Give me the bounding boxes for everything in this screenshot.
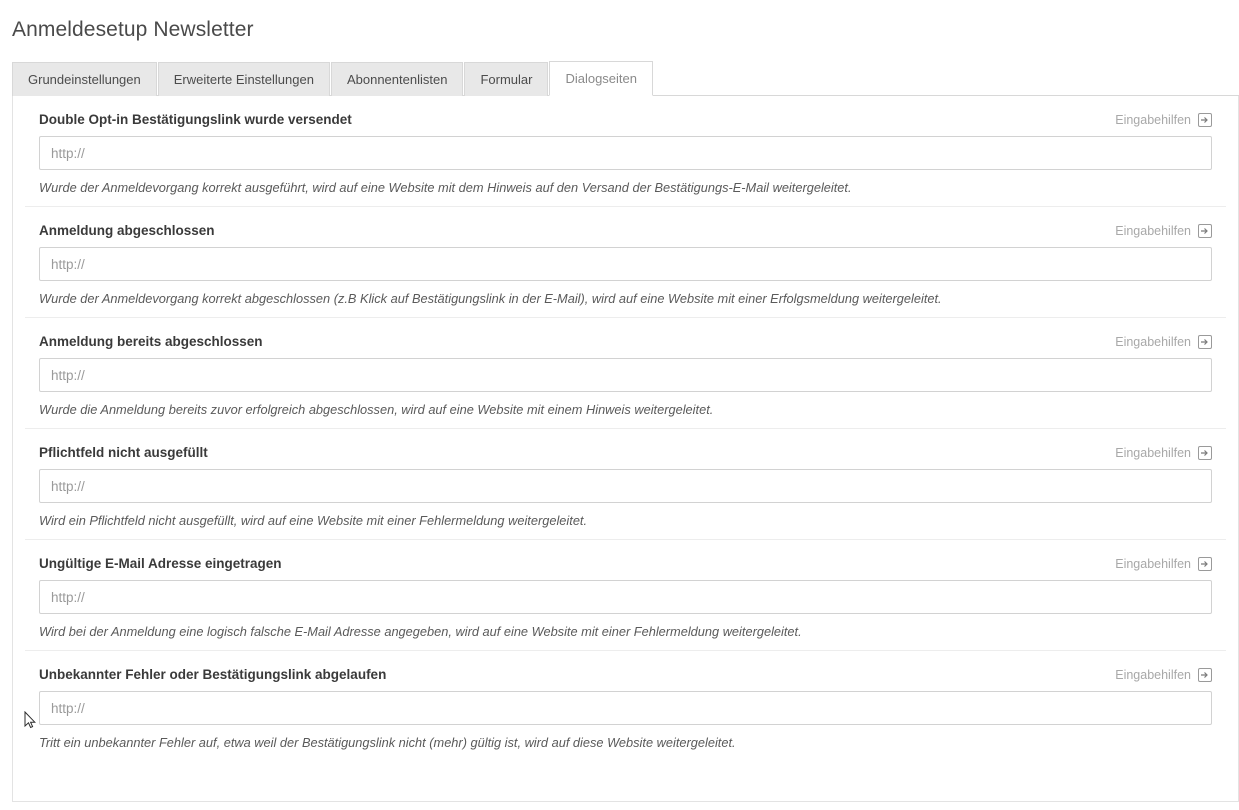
- input-help-toggle[interactable]: [1115, 113, 1212, 127]
- field-description: Wurde der Anmeldevorgang korrekt abgeschlossen (z.B Klick auf Bestätigungslink in der E-Mail), wird auf eine Website mit einer Erfolgsmeldung weitergeleitet.: [39, 291, 942, 306]
- import-icon: [1198, 668, 1212, 682]
- field-block-anmeldung-abgeschlossen: [25, 207, 1226, 318]
- input-help-label: Eingabehilfen: [1115, 334, 1191, 349]
- field-label: Unbekannter Fehler oder Bestätigungslink abgelaufen: [39, 667, 387, 682]
- tab-bar: [12, 60, 1239, 96]
- import-icon: [1198, 446, 1212, 460]
- input-help-label: Eingabehilfen: [1115, 223, 1191, 238]
- field-label: Ungültige E-Mail Adresse eingetragen: [39, 556, 282, 571]
- dialogseiten-panel: [12, 96, 1239, 802]
- import-icon: [1198, 113, 1212, 127]
- field-block-pflichtfeld-nicht-ausgefuellt: [25, 429, 1226, 540]
- field-block-ungueltige-email-adresse: [25, 540, 1226, 651]
- input-help-label: Eingabehilfen: [1115, 667, 1191, 682]
- field-block-double-optin-bestaetigungslink: [25, 96, 1226, 207]
- dialog-url-input[interactable]: [39, 691, 1212, 725]
- tab-dialogseiten[interactable]: Dialogseiten: [549, 61, 653, 96]
- field-header: [39, 223, 1212, 238]
- field-header: [39, 112, 1212, 127]
- field-description: Wird ein Pflichtfeld nicht ausgefüllt, wird auf eine Website mit einer Fehlermeldung weitergeleitet.: [39, 513, 588, 528]
- input-help-toggle[interactable]: [1115, 557, 1212, 571]
- field-label: Anmeldung abgeschlossen: [39, 223, 215, 238]
- tab-erweiterte-einstellungen[interactable]: Erweiterte Einstellungen: [158, 62, 330, 96]
- dialog-url-input[interactable]: [39, 469, 1212, 503]
- tab-abonnentenlisten[interactable]: Abonnentenlisten: [331, 62, 463, 96]
- field-header: [39, 445, 1212, 460]
- input-help-label: Eingabehilfen: [1115, 556, 1191, 571]
- field-header: [39, 556, 1212, 571]
- field-header: [39, 667, 1212, 682]
- input-help-toggle[interactable]: [1115, 446, 1212, 460]
- dialog-url-input[interactable]: [39, 358, 1212, 392]
- field-block-anmeldung-bereits-abgeschlossen: [25, 318, 1226, 429]
- field-label: Anmeldung bereits abgeschlossen: [39, 334, 263, 349]
- dialog-url-input[interactable]: [39, 136, 1212, 170]
- import-icon: [1198, 224, 1212, 238]
- input-help-label: Eingabehilfen: [1115, 112, 1191, 127]
- tab-formular[interactable]: Formular: [464, 62, 548, 96]
- import-icon: [1198, 557, 1212, 571]
- import-icon: [1198, 335, 1212, 349]
- input-help-toggle[interactable]: [1115, 335, 1212, 349]
- field-block-unbekannter-fehler: [25, 651, 1226, 761]
- input-help-toggle[interactable]: [1115, 668, 1212, 682]
- dialog-url-input[interactable]: [39, 580, 1212, 614]
- field-header: [39, 334, 1212, 349]
- page-title: Anmeldesetup Newsletter: [12, 18, 254, 41]
- input-help-toggle[interactable]: [1115, 224, 1212, 238]
- tab-grundeinstellungen[interactable]: Grundeinstellungen: [12, 62, 157, 96]
- input-help-label: Eingabehilfen: [1115, 445, 1191, 460]
- field-description: Wurde der Anmeldevorgang korrekt ausgeführt, wird auf eine Website mit dem Hinweis auf den Versand der Bestätigungs-E-Mail weitergeleitet.: [39, 180, 852, 195]
- field-label: Pflichtfeld nicht ausgefüllt: [39, 445, 208, 460]
- dialog-url-input[interactable]: [39, 247, 1212, 281]
- field-description: Wird bei der Anmeldung eine logisch falsche E-Mail Adresse angegeben, wird auf eine Website mit einer Fehlermeldung weitergeleitet.: [39, 624, 802, 639]
- field-label: Double Opt-in Bestätigungslink wurde versendet: [39, 112, 352, 127]
- field-description: Wurde die Anmeldung bereits zuvor erfolgreich abgeschlossen, wird auf eine Website mit einem Hinweis weitergeleitet.: [39, 402, 714, 417]
- field-description: Tritt ein unbekannter Fehler auf, etwa weil der Bestätigungslink nicht (mehr) gültig ist, wird auf diese Website weitergeleitet.: [39, 735, 736, 750]
